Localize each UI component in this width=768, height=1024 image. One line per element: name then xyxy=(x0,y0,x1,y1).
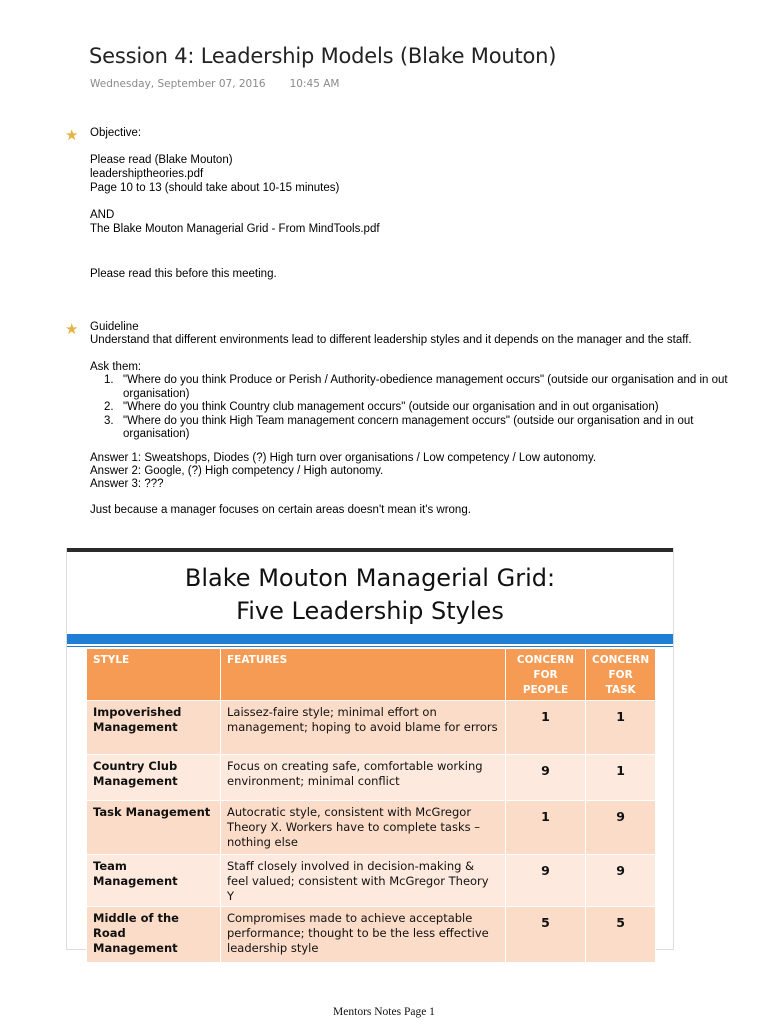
star-icon: ★ xyxy=(65,321,79,338)
managerial-grid-slide xyxy=(66,548,674,955)
page-title: Session 4: Leadership Models (Blake Mouton) xyxy=(89,44,557,68)
slide-top-bar xyxy=(67,548,673,552)
header-concern-task: CONCERN FOR TASK xyxy=(586,649,656,701)
list-item: 2. "Where do you think Country club management occurs" (outside our organisation and in out organisation) xyxy=(104,401,659,413)
page-date-time xyxy=(90,78,339,90)
guideline-ask: Ask them: xyxy=(90,361,142,373)
table-row: Impoverished Management Laissez-faire style; minimal effort on management; hoping to avoid blame for errors 1 1 xyxy=(87,701,656,755)
objective-heading: Objective: xyxy=(90,127,142,139)
guideline-line: Understand that different environments lead to different leadership styles and it depends on the manager and the staff. xyxy=(90,334,692,346)
table-row: Middle of the Road Management Compromises made to achieve acceptable performance; thought to be the less effective leadership style 5 5 xyxy=(87,907,656,963)
answer-line: Answer 2: Google, (?) High competency / High autonomy. xyxy=(90,465,384,477)
table-header-row xyxy=(87,649,656,701)
leadership-styles-table xyxy=(86,648,656,963)
page-time: 10:45 AM xyxy=(289,78,340,90)
slide-divider xyxy=(67,646,673,647)
objective-note: Please read this before this meeting. xyxy=(90,268,277,280)
table-row: Task Management Autocratic style, consistent with McGregor Theory X. Workers have to complete tasks – nothing else 1 9 xyxy=(87,801,656,855)
slide-title: Blake Mouton Managerial Grid: Five Leadership Styles xyxy=(184,564,556,625)
header-concern-people: CONCERN FOR PEOPLE xyxy=(506,649,586,701)
table-row: Team Management Staff closely involved in decision-making & feel valued; consistent with McGregor Theory Y 9 9 xyxy=(87,855,656,907)
slide-divider xyxy=(67,634,673,644)
objective-and: AND xyxy=(90,209,115,221)
objective-line: Please read (Blake Mouton) xyxy=(90,154,233,166)
objective-file-link[interactable]: The Blake Mouton Managerial Grid - From MindTools.pdf xyxy=(90,223,380,235)
header-features: FEATURES xyxy=(221,649,506,701)
guideline-closing: Just because a manager focuses on certain areas doesn't mean it's wrong. xyxy=(90,504,471,516)
answer-line: Answer 1: Sweatshops, Diodes (?) High turn over organisations / Low competency / Low autonomy. xyxy=(90,452,597,464)
guideline-heading: Guideline xyxy=(90,321,139,333)
answer-line: Answer 3: ??? xyxy=(90,478,164,490)
page-footer: Mentors Notes Page 1 xyxy=(333,1006,435,1018)
objective-line: Page 10 to 13 (should take about 10-15 minutes) xyxy=(90,182,340,194)
objective-file-link[interactable]: leadershiptheories.pdf xyxy=(90,168,204,180)
header-style: STYLE xyxy=(87,649,221,701)
page-date: Wednesday, September 07, 2016 xyxy=(90,78,266,90)
list-item: 1. "Where do you think Produce or Perish / Authority-obedience management occurs" (outside our organisation and in out organisation) xyxy=(104,374,728,400)
star-icon: ★ xyxy=(65,127,79,144)
table-row: Country Club Management Focus on creating safe, comfortable working environment; minimal conflict 9 1 xyxy=(87,755,656,801)
list-item: 3. "Where do you think High Team management concern management occurs" (outside our organisation and in out organisation) xyxy=(104,414,694,440)
question-list xyxy=(90,374,763,442)
